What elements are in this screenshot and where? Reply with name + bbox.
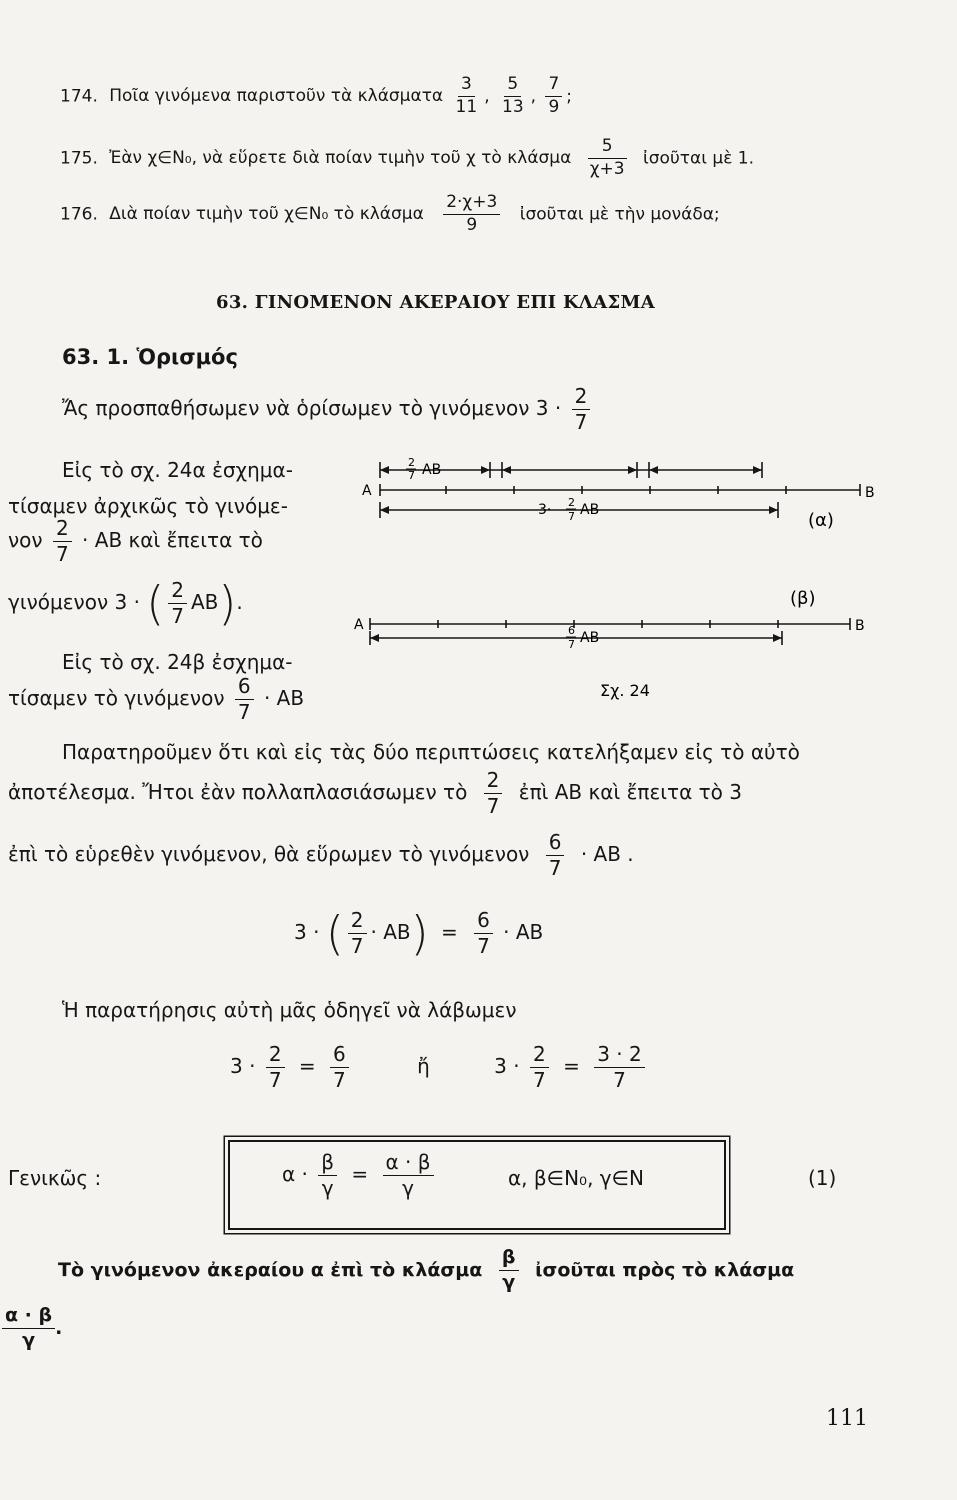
fraction: $\frac{7}{9}$ [545,76,562,117]
paragraph-line-2: ἀποτέλεσμα. Ἤτοι ἐὰν πολλαπλασιάσωμεν τὸ $\frac{2}{7}$ ἐπὶ AB καὶ ἔπειτα τὸ 3 [8,768,742,818]
exercise-text: Διὰ ποίαν τιμὴν τοῦ χ∈N₀ τὸ κλάσμα [109,204,424,225]
left-text-5: Εἰς τὸ σχ. 24β ἐσχημα- [62,650,293,674]
svg-text:7: 7 [568,510,575,523]
left-text-2: τίσαμεν ἀρχικῶς τὸ γινόμε- [8,494,288,518]
exercise-tail: ἰσοῦται μὲ τὴν μονάδα; [519,204,720,225]
exercise-text: Ποῖα γινόμενα παριστοῦν τὰ κλάσματα [109,86,444,107]
subsection-title: 63. 1. Ὁρισμός [62,345,238,369]
fraction: $\frac{5}{13}$ [502,74,524,117]
fig-coef-den: 7 [408,469,415,482]
rule-text: Τὸ γινόμενον ἀκεραίου α ἐπὶ τὸ κλάσμα $\frac{\beta}{\gamma}$ ἰσοῦται πρὸς τὸ κλάσμα [58,1246,795,1293]
paragraph-line-1: Παρατηροῦμεν ὅτι καὶ εἰς τὰς δύο περιπτώσεις κατελήξαμεν εἰς τὸ αὐτὸ [62,740,800,764]
fig-seg-mid: 3· [538,502,552,518]
exercise-tail: ἰσοῦται μὲ 1. [643,148,755,169]
fig-label-A-b: A [354,617,364,633]
rule-result-fraction: $\frac{\alpha \cdot \beta}{\gamma}$ . [2,1306,62,1351]
svg-text:7: 7 [568,638,575,651]
exercise-text: Ἐὰν χ∈N₀, νὰ εὕρετε διὰ ποίαν τιμὴν τοῦ χ τὸ κλάσμα [109,148,572,169]
svg-text:AB: AB [580,502,600,518]
left-text-4: γινόμενον 3 · ( $\frac{2}{7}$ AB). [8,576,243,631]
page-number: 111 [826,1406,868,1431]
left-text-1: Εἰς τὸ σχ. 24α ἐσχημα- [62,458,293,482]
fraction: $\frac{3}{11}$ [455,74,478,117]
fig-label-B: B [865,485,875,501]
fig-label-B-b: B [855,618,865,634]
equation-number: (1) [808,1166,837,1190]
fig-label-A: A [362,483,372,499]
observation-text: Ἡ παρατήρησις αὐτὴ μᾶς ὁδηγεῖ νὰ λάβωμεν [62,998,517,1022]
exercise-number: 175. [60,148,98,169]
fig-label-alpha: (α) [808,510,834,531]
svg-text:AB: AB [580,630,600,646]
fig-coef-num: 2 [408,456,415,469]
general-label: Γενικῶς : [8,1166,102,1190]
figure-24 [350,448,910,708]
fraction: $\frac{2\cdot\chi+3}{9}$ [443,194,500,235]
svg-text:2: 2 [568,496,575,509]
paragraph-line-3: ἐπὶ τὸ εὑρεθὲν γινόμενον, θὰ εὕρωμεν τὸ γινόμενον $\frac{6}{7}$ · AB . [8,830,634,880]
left-text-6: τίσαμεν τὸ γινόμενον $\frac{6}{7}$ · AB [8,674,305,724]
exercise-175 [60,138,754,179]
exercise-174: 174. Ποῖα γινόμενα παριστοῦν τὰ κλάσματα $\frac{3}{11}$ , $\frac{5}{13}$ , $\frac{7}{9}$ ; [60,74,573,117]
equation-1: 3 · ( $\frac{2}{7}$ · AB) = $\frac{6}{7}$ · AB [294,906,544,961]
general-formula: α · $\frac{\beta}{\gamma}$ = $\frac{\alpha \cdot \beta}{\gamma}$ [282,1152,438,1199]
svg-text:6: 6 [568,624,575,637]
fig-caption: Σχ. 24 [600,681,650,700]
intro-line: Ἄς προσπαθήσωμεν νὰ ὁρίσωμεν τὸ γινόμενον 3 · $\frac{2}{7}$ [62,386,594,433]
exercise-number: 176. [60,204,98,225]
fig-label-beta: (β) [790,588,816,609]
section-title: 63. ΓΙΝΟΜΕΝΟΝ ΑΚΕΡΑΙΟΥ ΕΠΙ ΚΛΑΣΜΑ [216,292,655,313]
exercise-number: 174. [60,86,98,107]
fraction: $\frac{5}{\chi+3}$ [589,136,625,179]
left-text-3: νον $\frac{2}{7}$ · AB καὶ ἔπειτα τὸ [8,516,263,566]
general-condition: α, β∈N₀, γ∈N [508,1166,644,1190]
exercise-176 [60,194,720,235]
equation-2: 3 · $\frac{2}{7}$ = $\frac{6}{7}$ ἤ 3 · $\frac{2}{7}$ = $\frac{3 \cdot 2}{7}$ [230,1044,649,1091]
fig-seg-ab: AB [422,462,442,478]
